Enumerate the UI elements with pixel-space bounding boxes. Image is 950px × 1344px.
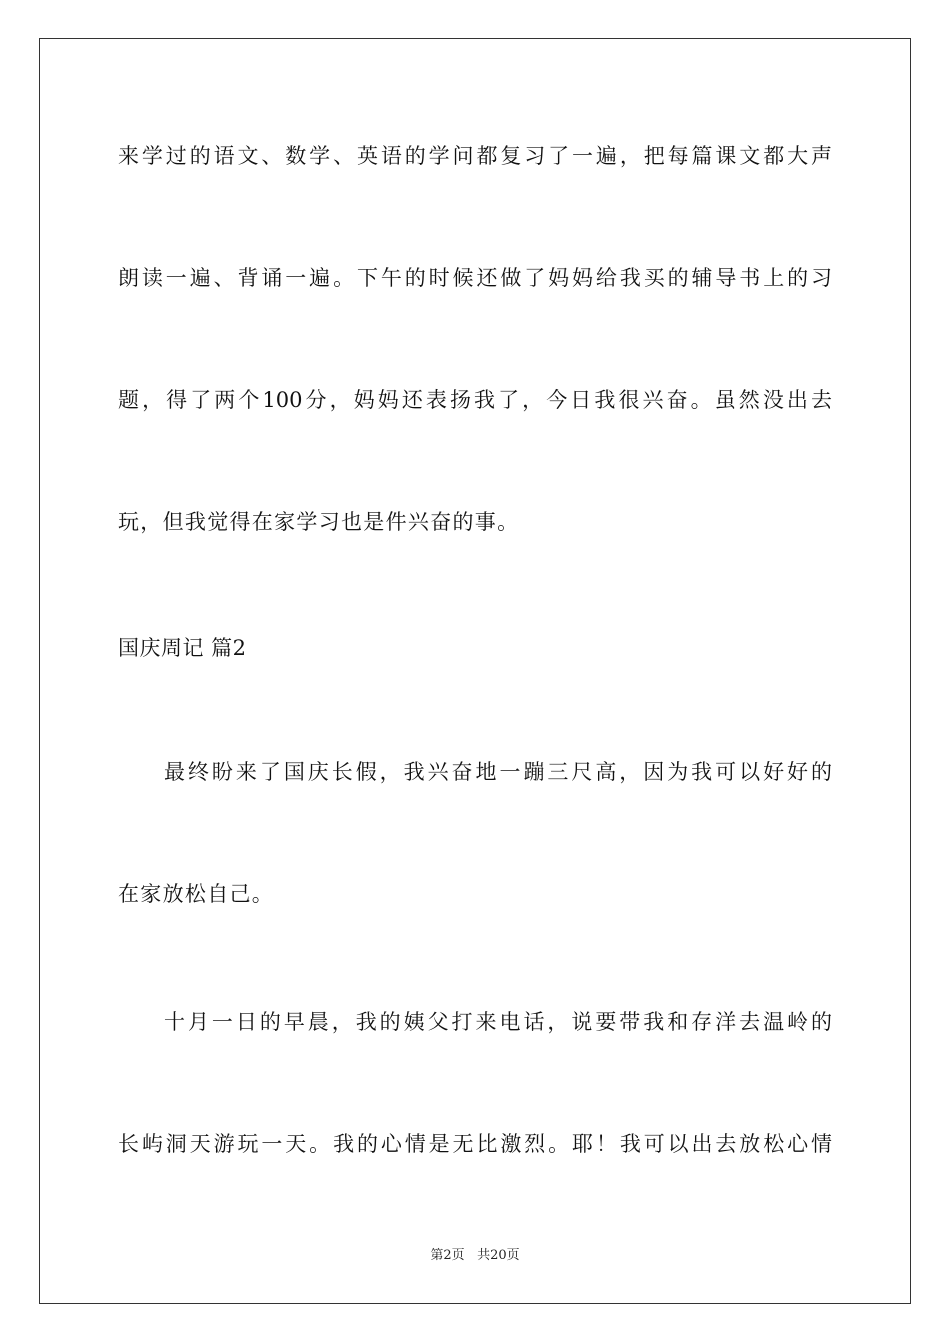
page-total: 共20页 (477, 1248, 520, 1263)
page-footer (0, 1247, 950, 1265)
body-line-7: 十月一日的早晨，我的姨父打来电话，说要带我和存洋去温岭的 (164, 1010, 832, 1034)
page-number: 第2页 (430, 1248, 465, 1263)
page-border (39, 38, 911, 1304)
body-line-1: 来学过的语文、数学、英语的学问都复习了一遍，把每篇课文都大声 (118, 144, 832, 168)
body-line-8: 长屿洞天游玩一天。我的心情是无比激烈。耶！我可以出去放松心情 (118, 1132, 832, 1156)
body-line-5: 最终盼来了国庆长假，我兴奋地一蹦三尺高，因为我可以好好的 (164, 760, 832, 784)
body-line-2: 朗读一遍、背诵一遍。下午的时候还做了妈妈给我买的辅导书上的习 (118, 266, 832, 290)
section-heading: 国庆周记 篇2 (118, 636, 247, 660)
body-line-3: 题，得了两个100分，妈妈还表扬我了，今日我很兴奋。虽然没出去 (118, 388, 832, 412)
body-line-6: 在家放松自己。 (118, 882, 275, 906)
body-line-4: 玩，但我觉得在家学习也是件兴奋的事。 (118, 510, 520, 534)
